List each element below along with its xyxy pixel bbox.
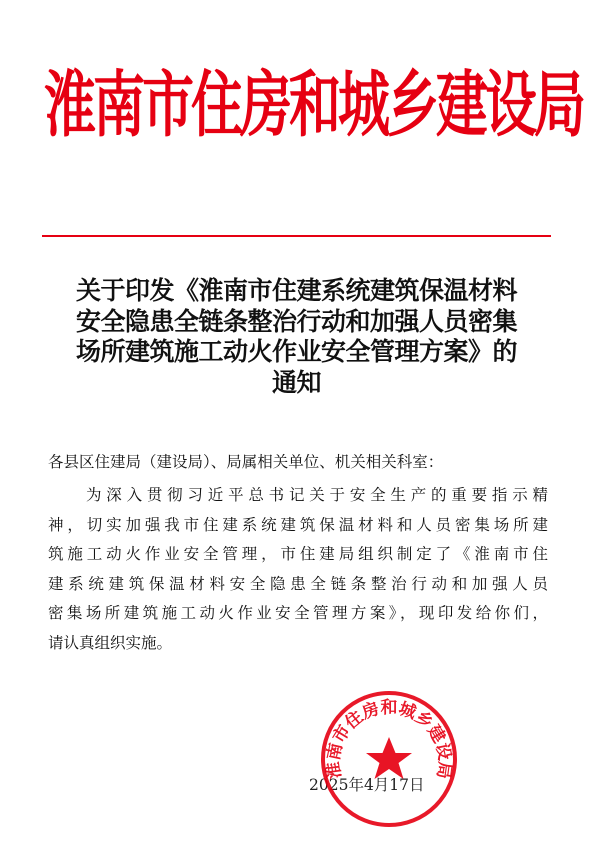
red-separator-line (42, 235, 551, 237)
official-seal (318, 688, 460, 830)
body-line-1: 为深入贯彻习近平总书记关于安全生产的重要指示精 (86, 486, 548, 504)
title-line-2: 安全隐患全链条整治行动和加强人员密集 (75, 306, 517, 336)
body-line-2: 神，切实加强我市住建系统建筑保温材料和人员密集场所建 (48, 515, 548, 534)
title-line-1: 关于印发《淮南市住建系统建筑保温材料 (75, 276, 517, 305)
issuing-org-title: 淮南市住房和城乡建设局 (44, 63, 584, 148)
star-icon (366, 737, 412, 779)
body-line-3: 筑施工动火作业安全管理，市住建局组织制定了《淮南市住 (48, 545, 548, 563)
title-line-3: 场所建筑施工动火作业安全管理方案》的 (75, 337, 517, 366)
document-title (40, 276, 553, 398)
body-paragraph (48, 481, 548, 658)
body-line-6: 请认真组织实施。 (48, 633, 173, 652)
issue-date: 2025年4月17日 (309, 776, 425, 794)
body-line-5: 密集场所建筑施工动火作业安全管理方案》，现印发给你们， (48, 604, 548, 622)
body-line-4: 建系统建筑保温材料安全隐患全链条整治行动和加强人员 (48, 574, 548, 593)
salutation: 各县区住建局（建设局）、局属相关单位、机关相关科室： (48, 453, 444, 471)
title-line-4: 通知 (271, 367, 321, 397)
seal-text: 淮南市住房和城乡建设局 (323, 697, 455, 781)
